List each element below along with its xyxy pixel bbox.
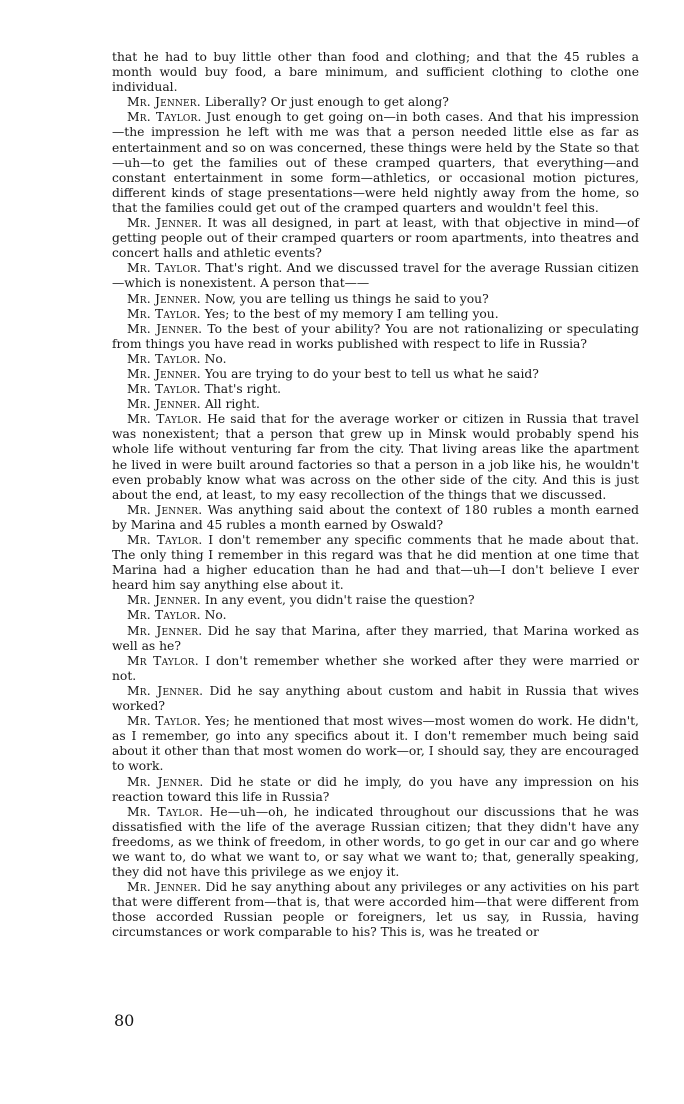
speaker-label: Mr. Jenner.: [127, 774, 204, 789]
transcript-page: [112, 50, 639, 941]
speaker-label: Mr. Taylor.: [127, 804, 204, 819]
paragraph-text: It was all designed, in part at least, with that objective in mind—of getting people out of their cramped quarters or room apartments, into theatres and concert halls and athletic events?: [112, 216, 639, 261]
speaker-label: Mr. Taylor.: [127, 382, 201, 397]
paragraph-text: Did he state or did he imply, do you have any impression on his reaction toward this life in Russia?: [112, 774, 639, 804]
speaker-label: Mr. Jenner.: [127, 216, 203, 231]
speaker-label: Mr. Taylor.: [127, 306, 201, 321]
paragraph: [112, 367, 639, 382]
speaker-label: Mr. Jenner.: [127, 880, 202, 895]
paragraph-text: All right.: [204, 397, 260, 412]
paragraph: [112, 608, 639, 623]
paragraph: [112, 307, 639, 322]
paragraph-text: That's right.: [204, 382, 282, 397]
paragraph-text: He—uh—oh, he indicated throughout our discussions that he was dissatisfied with the life of the average Russian citizen; that they didn't have any freedoms, as we think of freedom, in other words, to go get in our car and go where we want to, do what we want to, or say what we want to; that, generally speaking, they did not have this privilege as we enjoy it.: [112, 804, 639, 880]
paragraph: [112, 593, 639, 608]
paragraph-text: To the best of your ability? You are not rationalizing or speculating from things you have read in works published with respect to life in Russia?: [112, 321, 639, 351]
paragraph-text: Did he say anything about custom and habit in Russia that wives worked?: [112, 683, 639, 714]
paragraph-text: Yes; to the best of my memory I am telling you.: [204, 306, 499, 321]
speaker-label: Mr. Taylor.: [127, 351, 201, 366]
speaker-label: Mr. Taylor.: [127, 533, 203, 547]
paragraph-text: Was anything said about the context of 180 rubles a month earned by Marina and 45 rubles a month earned by Oswald?: [112, 502, 639, 532]
paragraph: [112, 322, 639, 352]
paragraph: [112, 382, 639, 397]
paragraph: [112, 533, 639, 593]
speaker-label: Mr. Taylor.: [127, 608, 201, 623]
paragraph-text: No.: [204, 608, 227, 623]
paragraph: [112, 261, 639, 291]
paragraph: [112, 503, 639, 533]
paragraph-text: I don't remember whether she worked after they were married or not.: [112, 653, 639, 683]
paragraph-text: That's right. And we discussed travel for the average Russian citizen—which is nonexistent. A person that——: [112, 261, 639, 291]
speaker-label: Mr. Taylor.: [127, 110, 202, 125]
speaker-label: Mr. Taylor.: [127, 714, 201, 729]
speaker-label: Mr. Taylor.: [127, 412, 202, 427]
page-number: 80: [114, 1011, 135, 1030]
paragraph-text: Did he say anything about any privileges or any activities on his part that were different from—that is, that were accorded him—that were different from those accorded Russian people or foreigners, let us say, in Russia, having circumstances or work comparable to his? This is, was he treated or: [112, 880, 639, 940]
paragraph: [112, 714, 639, 774]
paragraph: [112, 292, 639, 307]
paragraph-text: Now, you are telling us things he said to you?: [204, 291, 489, 306]
speaker-label: Mr. Taylor.: [127, 261, 202, 276]
paragraph-text: He said that for the average worker or citizen in Russia that travel was nonexistent; that a person that grew up in Minsk would probably spend his whole life without venturing far from the city. That living areas like the apartment he lived in were built around factories so that a person in a job like his, he wouldn't even probably know what was across on the other side of the city. And this is just about the end, at least, to my easy recollection of the things that we discussed.: [112, 412, 639, 502]
paragraph-text: You are trying to do your best to tell us what he said?: [204, 366, 539, 381]
paragraph: [112, 352, 639, 367]
paragraph-text: Did he say that Marina, after they married, that Marina worked as well as he?: [112, 623, 640, 653]
paragraph-text: No.: [204, 351, 227, 366]
speaker-label: Mr. Jenner.: [127, 502, 203, 517]
paragraph-text: Yes; he mentioned that most wives—most women do work. He didn't, as I remember, go into any specifics about it. I don't remember much being said about it other than that most women do work—or, I should say, they are encouraged to work.: [112, 714, 639, 774]
speaker-label: Mr. Jenner.: [127, 397, 201, 412]
speaker-label: Mr. Jenner.: [127, 683, 204, 698]
paragraph: [112, 397, 639, 412]
paragraph: [112, 110, 639, 216]
paragraph: [112, 805, 639, 880]
speaker-label: Mr. Jenner.: [127, 95, 201, 110]
speaker-label: Mr. Jenner.: [127, 291, 201, 306]
paragraph: [112, 775, 639, 805]
paragraph: [112, 654, 639, 684]
paragraph: [112, 412, 639, 503]
paragraph-text: Just enough to get going on—in both cases. And that his impression—the impression he left with me was that a person needed little else as far as entertainment and so on was concerned, these things were held by the State so that—uh—to get the families out of these cramped quarters, that everything—and constant entertainment in some form—athletics, or occasional motion pictures, different kinds of stage presentations—were held nightly away from the home, so that the families could get out of the cramped quarters and wouldn't feel this.: [112, 110, 639, 215]
speaker-label: Mr. Jenner.: [127, 593, 201, 608]
paragraph-text: that he had to buy little other than food and clothing; and that the 45 rubles a month would buy food, a bare minimum, and sufficient clothing to clothe one individual.: [112, 50, 639, 95]
speaker-label: Mr. Jenner.: [127, 623, 203, 638]
paragraph: [112, 684, 639, 714]
paragraph-text: Liberally? Or just enough to get along?: [204, 95, 449, 110]
paragraph: [112, 624, 639, 654]
paragraph: [112, 216, 639, 261]
paragraph: [112, 95, 639, 110]
paragraph: [112, 880, 639, 940]
paragraph-text: In any event, you didn't raise the question?: [204, 593, 475, 608]
speaker-label: Mr. Jenner.: [127, 321, 203, 336]
speaker-label: Mr. Jenner.: [127, 366, 201, 381]
paragraph-text: I don't remember any specific comments that he made about that. The only thing I remember in this regard was that he did mention at one time that Marina had a higher education than he had and that—uh—I don't believe I ever heard him say anything else about it.: [112, 533, 639, 593]
paragraph: [112, 50, 639, 95]
speaker-label: Mr Taylor.: [127, 653, 199, 668]
